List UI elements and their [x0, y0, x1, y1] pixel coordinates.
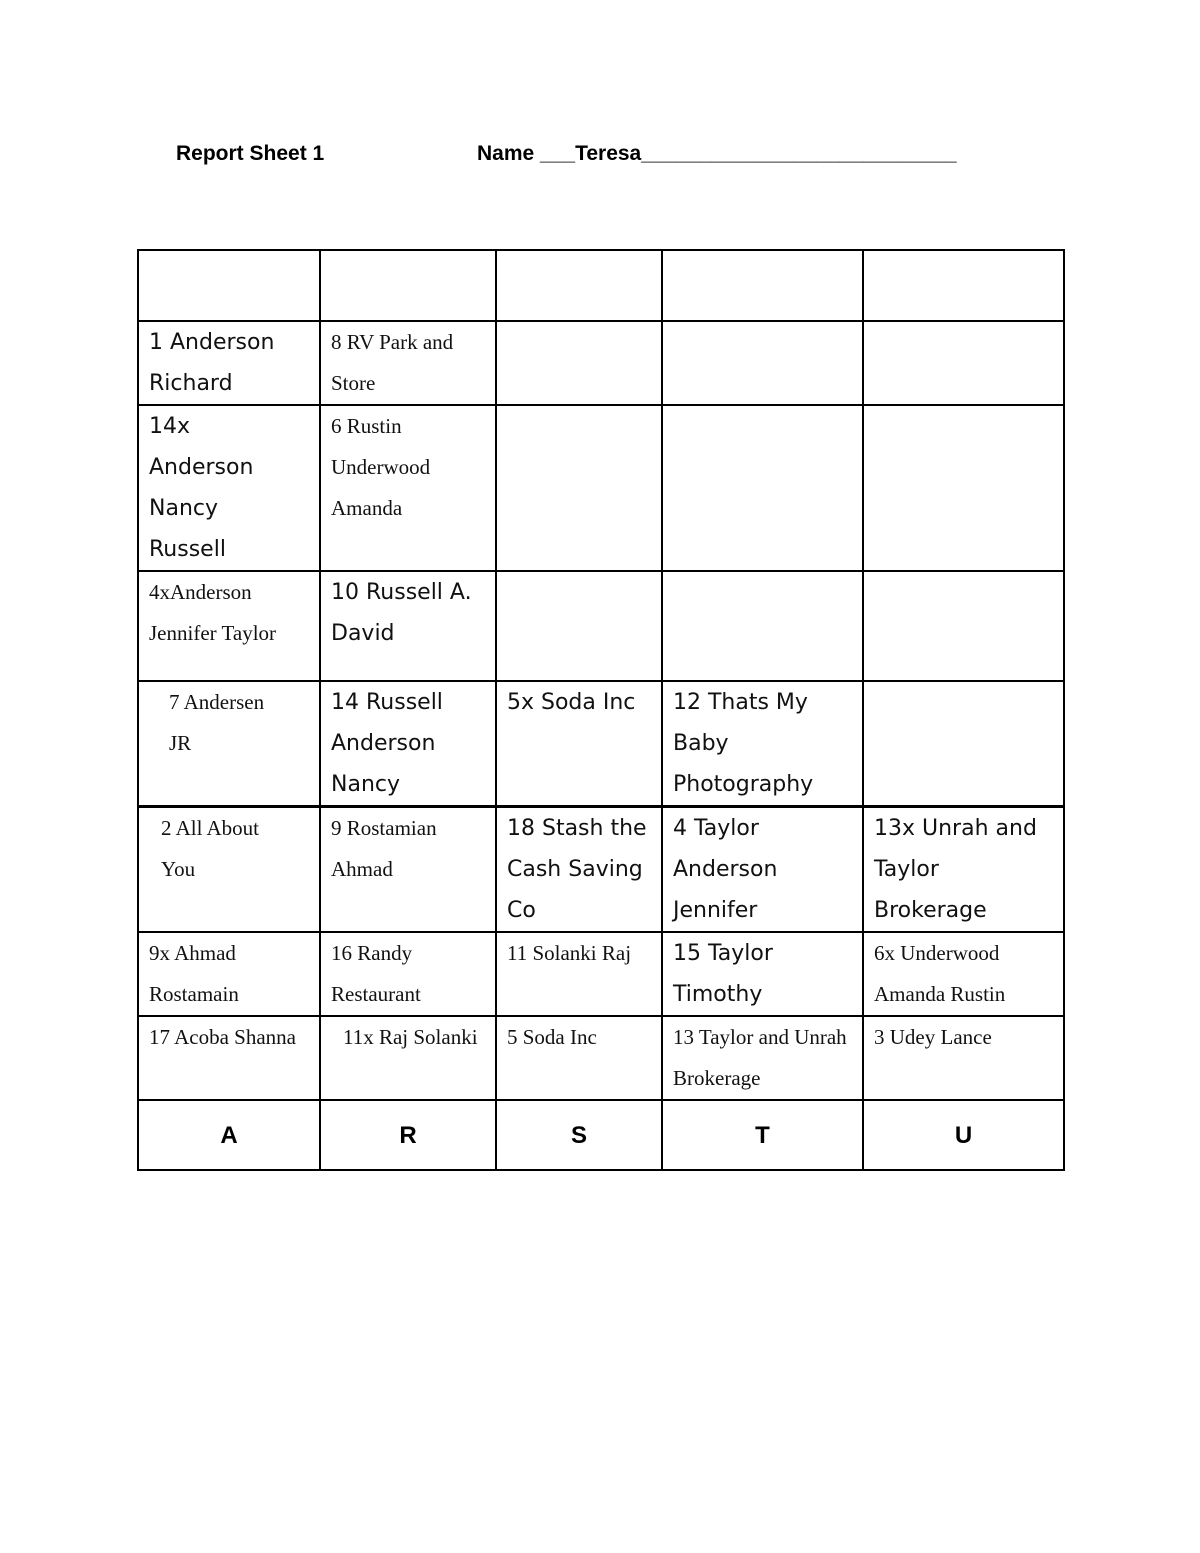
- grid-cell: [863, 405, 1064, 571]
- table-row: [138, 681, 1064, 807]
- grid-cell: 14x Anderson Nancy Russell: [138, 405, 320, 571]
- name-field: Name ___Teresa___________________________: [477, 142, 957, 165]
- grid-cell: 15 Taylor Timothy: [662, 932, 863, 1016]
- grid-cell: 7 Andersen JR: [138, 681, 320, 807]
- grid-cell: 4 Taylor Anderson Jennifer: [662, 807, 863, 933]
- report-title: Report Sheet 1: [176, 142, 325, 165]
- grid-cell: [662, 250, 863, 321]
- grid-cell: 11 Solanki Raj: [496, 932, 662, 1016]
- column-letter: T: [662, 1100, 863, 1170]
- grid-cell: [863, 321, 1064, 405]
- grid-cell: [496, 250, 662, 321]
- table-row: [138, 932, 1064, 1016]
- table-row: [138, 321, 1064, 405]
- grid-cell: [320, 250, 496, 321]
- table-row: [138, 1016, 1064, 1100]
- grid-cell: 8 RV Park and Store: [320, 321, 496, 405]
- table-row: [138, 405, 1064, 571]
- table-row: [138, 571, 1064, 681]
- grid-cell: 13x Unrah and Taylor Brokerage: [863, 807, 1064, 933]
- column-letter: U: [863, 1100, 1064, 1170]
- grid-cell: 14 Russell Anderson Nancy: [320, 681, 496, 807]
- grid-cell: 2 All About You: [138, 807, 320, 933]
- grid-cell: 18 Stash the Cash Saving Co: [496, 807, 662, 933]
- grid-cell: 10 Russell A. David: [320, 571, 496, 681]
- grid-cell: 13 Taylor and Unrah Brokerage: [662, 1016, 863, 1100]
- column-letters-row: [138, 1100, 1064, 1170]
- column-letter: S: [496, 1100, 662, 1170]
- grid-cell: [863, 250, 1064, 321]
- table-row: [138, 807, 1064, 933]
- grid-cell: 9x Ahmad Rostamain: [138, 932, 320, 1016]
- grid-cell: 1 Anderson Richard: [138, 321, 320, 405]
- column-letter: R: [320, 1100, 496, 1170]
- grid-cell: 11x Raj Solanki: [320, 1016, 496, 1100]
- grid-cell: 17 Acoba Shanna: [138, 1016, 320, 1100]
- grid-cell: 5 Soda Inc: [496, 1016, 662, 1100]
- grid-cell: [496, 321, 662, 405]
- grid-cell: [496, 571, 662, 681]
- grid-cell: 12 Thats My Baby Photography: [662, 681, 863, 807]
- grid-cell: 4xAnderson Jennifer Taylor: [138, 571, 320, 681]
- report-grid: [137, 249, 1065, 1171]
- grid-cell: 6 Rustin Underwood Amanda: [320, 405, 496, 571]
- grid-cell: [863, 681, 1064, 807]
- grid-cell: 16 Randy Restaurant: [320, 932, 496, 1016]
- grid-cell: 6x Underwood Amanda Rustin: [863, 932, 1064, 1016]
- grid-cell: [662, 571, 863, 681]
- grid-cell: 5x Soda Inc: [496, 681, 662, 807]
- grid-cell: [496, 405, 662, 571]
- grid-cell: [662, 321, 863, 405]
- grid-cell: [662, 405, 863, 571]
- grid-cell: 9 Rostamian Ahmad: [320, 807, 496, 933]
- column-letter: A: [138, 1100, 320, 1170]
- grid-cell: [863, 571, 1064, 681]
- table-row: [138, 250, 1064, 321]
- grid-cell: 3 Udey Lance: [863, 1016, 1064, 1100]
- grid-cell: [138, 250, 320, 321]
